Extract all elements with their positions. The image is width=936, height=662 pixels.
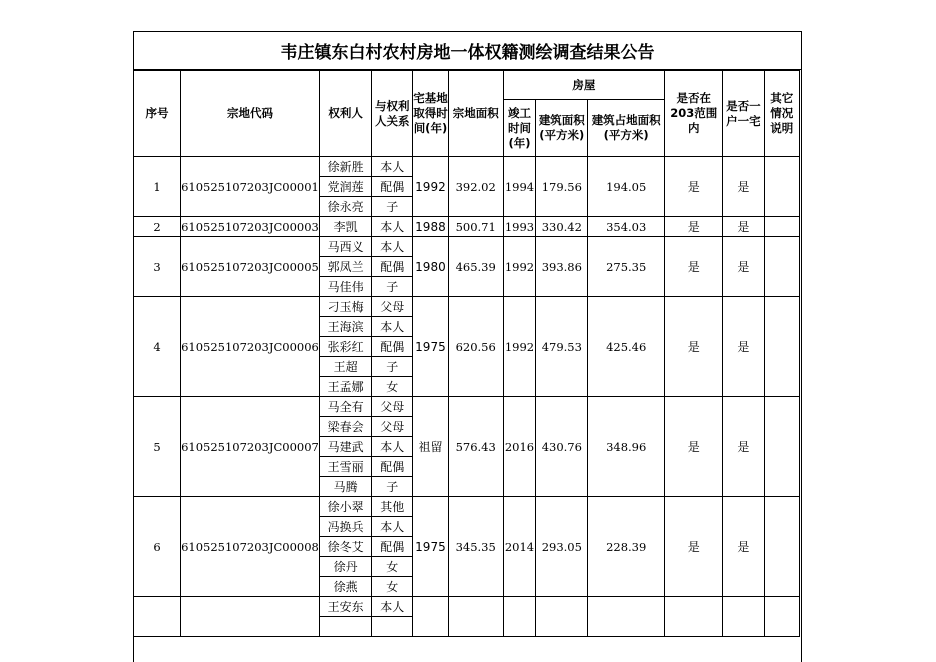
header-parcel-code: 宗地代码 xyxy=(181,71,320,157)
cell-parcel-code: 610525107203JC00005 xyxy=(181,237,320,297)
cell-relation: 女 xyxy=(372,377,413,397)
cell-footprint-area: 194.05 xyxy=(588,157,665,217)
cell-owner: 马腾 xyxy=(319,477,372,497)
sheet-title: 韦庄镇东白村农村房地一体权籍测绘调查结果公告 xyxy=(134,32,801,70)
cell-owner: 张彩红 xyxy=(319,337,372,357)
table-row xyxy=(134,157,800,177)
cell-seq: 1 xyxy=(134,157,181,217)
cell-one-house: 是 xyxy=(723,237,764,297)
cell-relation: 配偶 xyxy=(372,257,413,277)
cell-one-house: 是 xyxy=(723,217,764,237)
cell-one-house: 是 xyxy=(723,497,764,597)
cell-relation: 其他 xyxy=(372,497,413,517)
cell-building-area: 293.05 xyxy=(536,497,588,597)
cell-building-area: 430.76 xyxy=(536,397,588,497)
table-row xyxy=(134,597,800,617)
cell-building-area: 393.86 xyxy=(536,237,588,297)
cell-building-area: 330.42 xyxy=(536,217,588,237)
cell-in-203: 是 xyxy=(665,237,723,297)
cell-one-house: 是 xyxy=(723,397,764,497)
cell-owner: 徐丹 xyxy=(319,557,372,577)
cell-owner: 冯换兵 xyxy=(319,517,372,537)
cell-relation: 子 xyxy=(372,477,413,497)
cell-land-area: 500.71 xyxy=(448,217,503,237)
cell-owner: 徐燕 xyxy=(319,577,372,597)
cell-other xyxy=(764,397,799,497)
cell-relation: 配偶 xyxy=(372,457,413,477)
cell-relation: 父母 xyxy=(372,297,413,317)
cell-owner: 马佳伟 xyxy=(319,277,372,297)
cell-owner: 刁玉梅 xyxy=(319,297,372,317)
cell-land-area: 465.39 xyxy=(448,237,503,297)
cell-acquire-time: 1988 xyxy=(413,217,449,237)
header-one-house: 是否一户一宅 xyxy=(723,71,764,157)
cell-completion-year: 1992 xyxy=(503,237,536,297)
header-footprint-area: 建筑占地面积(平方米) xyxy=(588,100,665,157)
cell-seq: 2 xyxy=(134,217,181,237)
cell-relation: 本人 xyxy=(372,437,413,457)
cell-other xyxy=(764,297,799,397)
spreadsheet-sheet xyxy=(133,31,802,662)
cell-one-house: 是 xyxy=(723,297,764,397)
cell-relation: 本人 xyxy=(372,597,413,617)
header-house-group: 房屋 xyxy=(503,71,665,100)
cell-relation: 女 xyxy=(372,577,413,597)
cell-footprint-area xyxy=(588,597,665,637)
cell-acquire-time: 1980 xyxy=(413,237,449,297)
cell-completion-year: 1994 xyxy=(503,157,536,217)
cell-acquire-time: 1975 xyxy=(413,297,449,397)
cell-one-house xyxy=(723,597,764,637)
cell-footprint-area: 275.35 xyxy=(588,237,665,297)
cell-relation: 本人 xyxy=(372,317,413,337)
cell-other xyxy=(764,157,799,217)
cell-owner: 马西义 xyxy=(319,237,372,257)
cell-owner: 王孟娜 xyxy=(319,377,372,397)
cell-in-203 xyxy=(665,597,723,637)
cell-footprint-area: 425.46 xyxy=(588,297,665,397)
cell-in-203: 是 xyxy=(665,217,723,237)
cell-owner: 马建武 xyxy=(319,437,372,457)
cell-seq: 6 xyxy=(134,497,181,597)
header-acquire-time: 宅基地取得时间(年) xyxy=(413,71,449,157)
header-relation: 与权利人关系 xyxy=(372,71,413,157)
cell-completion-year: 1992 xyxy=(503,297,536,397)
cell-relation xyxy=(372,617,413,637)
header-land-area: 宗地面积 xyxy=(448,71,503,157)
cell-owner: 徐小翠 xyxy=(319,497,372,517)
cell-acquire-time: 祖留 xyxy=(413,397,449,497)
cell-other xyxy=(764,237,799,297)
table-row xyxy=(134,237,800,257)
cell-seq xyxy=(134,597,181,637)
cell-one-house: 是 xyxy=(723,157,764,217)
header-building-area: 建筑面积(平方米) xyxy=(536,100,588,157)
header-other: 其它情况说明 xyxy=(764,71,799,157)
cell-completion-year: 2016 xyxy=(503,397,536,497)
cell-completion-year xyxy=(503,597,536,637)
cell-footprint-area: 228.39 xyxy=(588,497,665,597)
table-row xyxy=(134,397,800,417)
header-owner: 权利人 xyxy=(319,71,372,157)
cell-land-area: 345.35 xyxy=(448,497,503,597)
cell-owner xyxy=(319,617,372,637)
cell-in-203: 是 xyxy=(665,157,723,217)
cell-in-203: 是 xyxy=(665,497,723,597)
cell-owner: 党润莲 xyxy=(319,177,372,197)
cell-owner: 王雪丽 xyxy=(319,457,372,477)
cell-relation: 本人 xyxy=(372,157,413,177)
cell-building-area: 479.53 xyxy=(536,297,588,397)
cell-land-area: 392.02 xyxy=(448,157,503,217)
cell-in-203: 是 xyxy=(665,397,723,497)
cell-land-area: 620.56 xyxy=(448,297,503,397)
cell-relation: 本人 xyxy=(372,517,413,537)
cell-building-area: 179.56 xyxy=(536,157,588,217)
cell-acquire-time xyxy=(413,597,449,637)
cell-owner: 李凯 xyxy=(319,217,372,237)
cell-building-area xyxy=(536,597,588,637)
cell-other xyxy=(764,217,799,237)
cell-footprint-area: 354.03 xyxy=(588,217,665,237)
records-body xyxy=(134,157,800,637)
table-row xyxy=(134,497,800,517)
cell-relation: 本人 xyxy=(372,217,413,237)
cell-land-area xyxy=(448,597,503,637)
result-table xyxy=(133,70,800,637)
cell-seq: 4 xyxy=(134,297,181,397)
cell-owner: 郭凤兰 xyxy=(319,257,372,277)
cell-parcel-code: 610525107203JC00003 xyxy=(181,217,320,237)
cell-in-203: 是 xyxy=(665,297,723,397)
cell-land-area: 576.43 xyxy=(448,397,503,497)
cell-relation: 子 xyxy=(372,357,413,377)
cell-parcel-code: 610525107203JC00001 xyxy=(181,157,320,217)
cell-relation: 女 xyxy=(372,557,413,577)
header-completion-year: 竣工时间(年) xyxy=(503,100,536,157)
cell-relation: 本人 xyxy=(372,237,413,257)
cell-relation: 配偶 xyxy=(372,177,413,197)
cell-owner: 梁春会 xyxy=(319,417,372,437)
cell-owner: 王超 xyxy=(319,357,372,377)
header-in-203: 是否在203范围内 xyxy=(665,71,723,157)
cell-seq: 3 xyxy=(134,237,181,297)
cell-owner: 王海滨 xyxy=(319,317,372,337)
table-row xyxy=(134,297,800,317)
cell-owner: 徐冬艾 xyxy=(319,537,372,557)
cell-parcel-code: 610525107203JC00007 xyxy=(181,397,320,497)
cell-parcel-code: 610525107203JC00006 xyxy=(181,297,320,397)
cell-owner: 马全有 xyxy=(319,397,372,417)
cell-parcel-code xyxy=(181,597,320,637)
cell-other xyxy=(764,597,799,637)
cell-footprint-area: 348.96 xyxy=(588,397,665,497)
cell-acquire-time: 1992 xyxy=(413,157,449,217)
table-row xyxy=(134,217,800,237)
cell-relation: 父母 xyxy=(372,397,413,417)
cell-owner: 王安东 xyxy=(319,597,372,617)
cell-seq: 5 xyxy=(134,397,181,497)
cell-other xyxy=(764,497,799,597)
cell-relation: 配偶 xyxy=(372,337,413,357)
cell-owner: 徐永亮 xyxy=(319,197,372,217)
cell-completion-year: 1993 xyxy=(503,217,536,237)
cell-relation: 父母 xyxy=(372,417,413,437)
cell-relation: 子 xyxy=(372,277,413,297)
header-seq: 序号 xyxy=(134,71,181,157)
cell-parcel-code: 610525107203JC00008 xyxy=(181,497,320,597)
cell-relation: 子 xyxy=(372,197,413,217)
cell-relation: 配偶 xyxy=(372,537,413,557)
cell-owner: 徐新胜 xyxy=(319,157,372,177)
cell-acquire-time: 1975 xyxy=(413,497,449,597)
cell-completion-year: 2014 xyxy=(503,497,536,597)
